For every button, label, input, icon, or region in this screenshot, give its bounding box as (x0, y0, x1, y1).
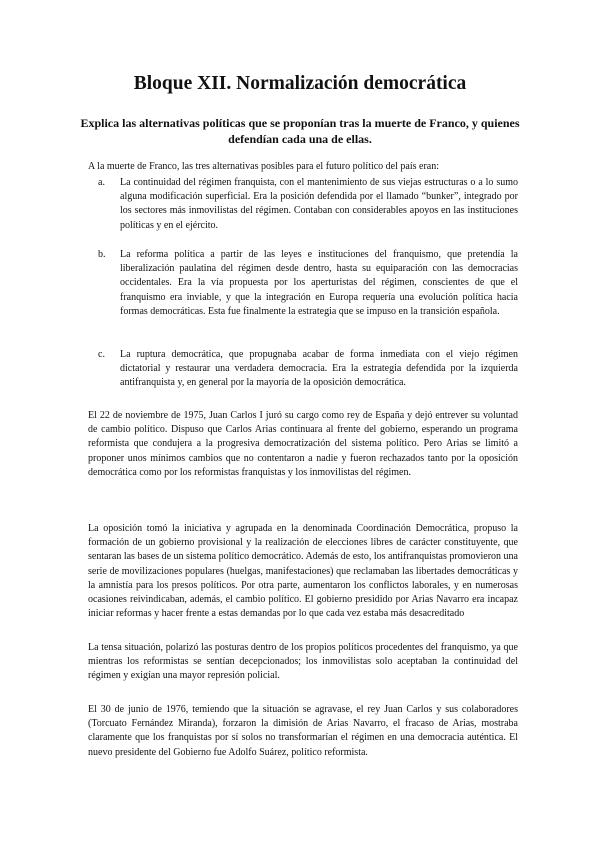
body-paragraph: El 30 de junio de 1976, temiendo que la situación se agravase, el rey Juan Carlos y sus colaboradores (Torcuato Fernández Miranda), forzaron la dimisión de Arias Navarro, el fracaso de Arias, mostraba claramente que los franquistas por sí solos no transformarían el régimen en una democracia auténtica. El nuevo presidente del Gobierno fue Adolfo Suárez, político reformista. (88, 704, 518, 758)
list-marker: a. (98, 177, 105, 188)
list-marker: b. (98, 249, 106, 260)
alternative-item-a (100, 176, 518, 233)
question-heading: Explica las alternativas políticas que se proponían tras la muerte de Franco, y quienes defendían cada una de ellas. (80, 116, 520, 146)
alternative-item-c (100, 348, 518, 391)
page-title: Bloque XII. Normalización democrática (133, 73, 467, 94)
alternative-text: La reforma política a partir de las leyes e instituciones del franquismo, que pretendía la liberalización paulatina del régimen desde dentro, hasta su equiparación con las democracias occidentales. Era la vía propuesta por los aperturistas del régimen, conscientes de que el franquismo era inviable, y que la integración en Europa requería una evolución política hacia formas democráticas. Esta fue finalmente la estrategia que se impuso en la transición española. (120, 249, 518, 317)
alternative-text: La ruptura democrática, que propugnaba acabar de forma inmediata con el viejo régimen dictatorial y restaurar una verdadera democracia. Era la estrategia defendida por la izquierda antifranquista y, en general por la mayoría de la oposición democrática. (120, 349, 518, 389)
alternative-text: La continuidad del régimen franquista, con el mantenimiento de sus viejas estructuras o a lo sumo alguna modificación superficial. Era la posición defendida por el llamado “bunker”, integrado por los sectores más inmovilistas del régimen. Contaban con considerables apoyos en las instituciones políticas y en el ejército. (120, 177, 518, 231)
alternative-item-b (100, 248, 518, 319)
body-paragraph: La oposición tomó la iniciativa y agrupada en la denominada Coordinación Democrática, propuso la formación de un gobierno provisional y la realización de elecciones libres de carácter constituyente, que sentaran las bases de un sistema político democrático. Además de esto, los antifranquistas promovieron una serie de movilizaciones populares (huelgas, manifestaciones) que reclamaban las libertades democráticas y la amnistía para los presos políticos. Por otra parte, aumentaron los conflictos laborales, y en numerosas ocasiones reivindicaban, además, el cambio político. El gobierno presidido por Arias Navarro era incapaz iniciar reformas y hacer frente a estas demandas por lo que cada vez estaba más desacreditado (88, 523, 518, 620)
list-marker: c. (98, 349, 105, 360)
body-paragraph: La tensa situación, polarizó las posturas dentro de los propios políticos procedentes del franquismo, ya que mientras los reformistas se sentían decepcionados; los inmovilistas solo aceptaban la continuidad del régimen y exigían una mayor represión policial. (88, 642, 518, 682)
intro-paragraph: A la muerte de Franco, las tres alternativas posibles para el futuro político del país eran: (88, 161, 439, 172)
body-paragraph: El 22 de noviembre de 1975, Juan Carlos I juró su cargo como rey de España y dejó entrever su voluntad de cambio político. Dispuso que Carlos Arias continuara al frente del gobierno, esperando un programa reformista que condujera a la progresiva democratización del sistema político. Pero Arias se limitó a proponer unos mínimos cambios que no contentaron a nadie y fueron rechazados tanto por la oposición democrática como por los reformistas franquistas y los inmovilistas del régimen. (88, 410, 518, 478)
